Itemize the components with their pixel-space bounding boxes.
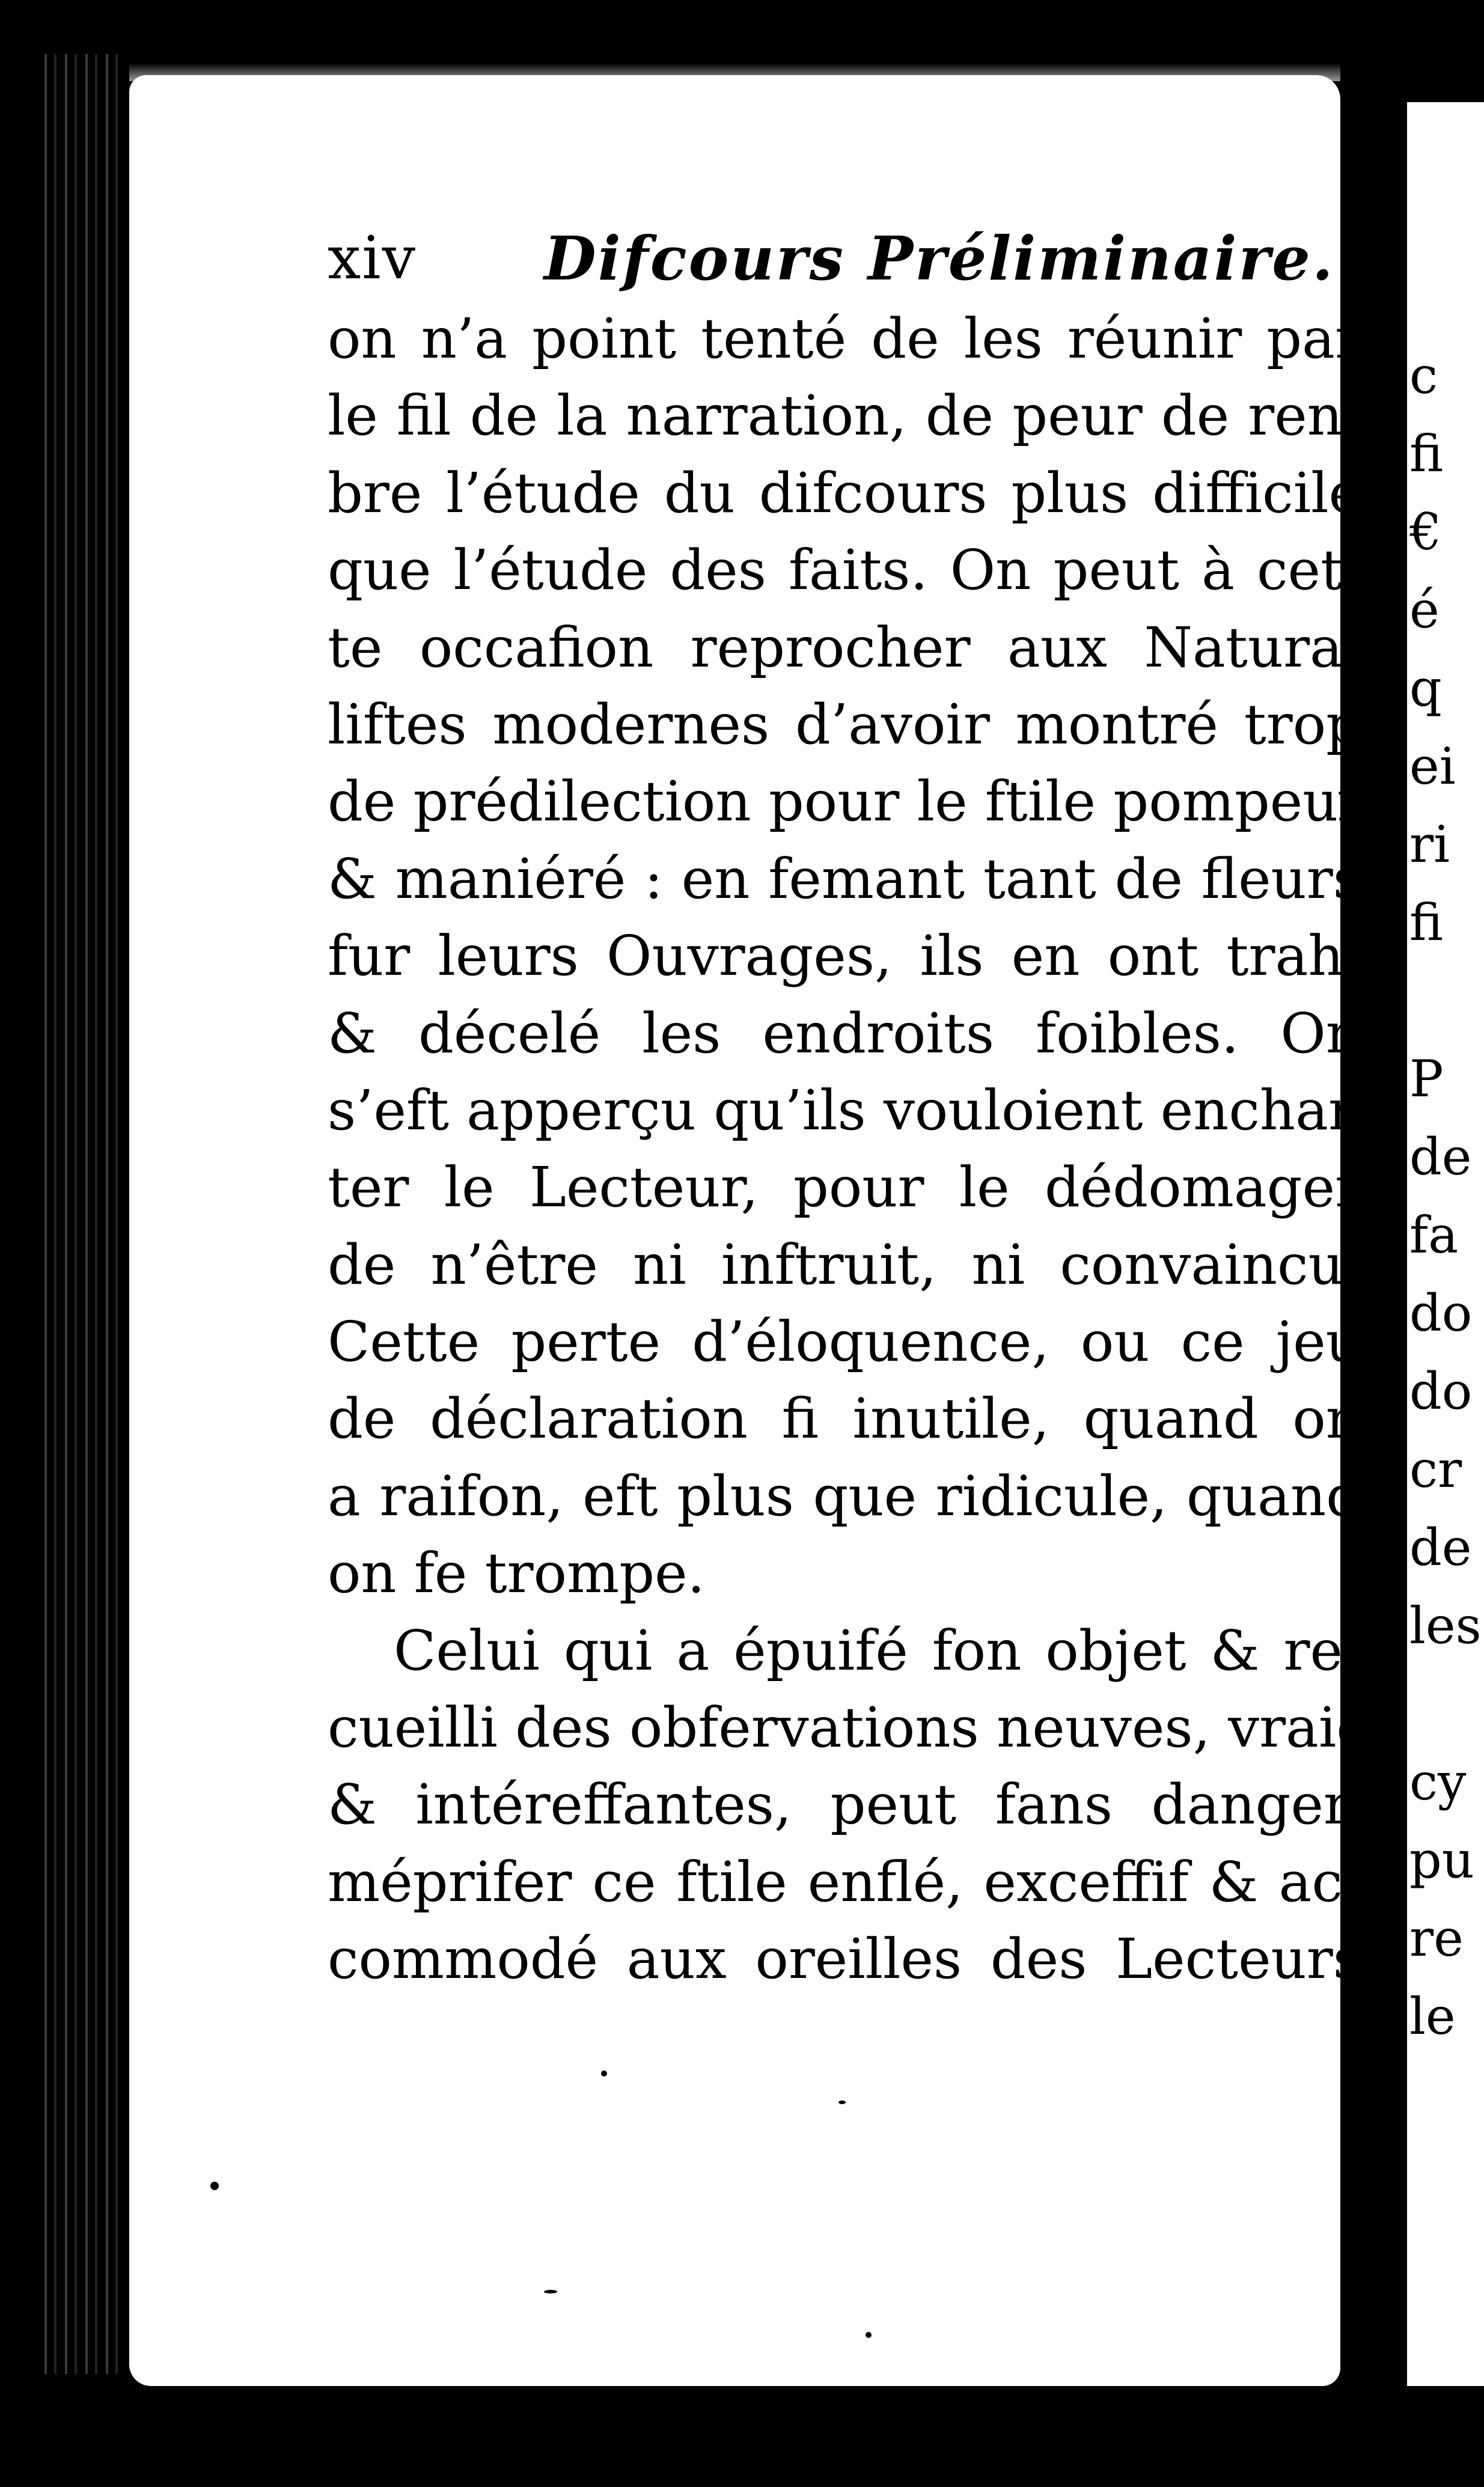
- facing-page-text: [1409, 337, 1484, 2055]
- facing-fragment: [1409, 962, 1484, 1040]
- facing-fragment: ei: [1409, 737, 1456, 796]
- facing-fragment: c: [1409, 346, 1438, 405]
- text-line: te occafion reprocher aux Natura-: [328, 615, 1361, 680]
- text-line: de n’être ni inftruit, ni convaincu.: [328, 1232, 1361, 1297]
- text-line: de prédilection pour le ftile pompeux: [328, 769, 1370, 834]
- facing-fragment: é: [1409, 581, 1440, 639]
- scan-speck: [866, 2332, 872, 2338]
- facing-fragment: les: [1409, 1596, 1482, 1655]
- text-line: bre l’étude du difcours plus difficile: [328, 460, 1361, 525]
- text-line: cueilli des obfervations neuves, vraies: [328, 1695, 1397, 1760]
- facing-fragment: P: [1409, 1049, 1444, 1108]
- scan-speck: [838, 2101, 846, 2104]
- text-line: & maniéré : en femant tant de fleurs: [328, 846, 1361, 911]
- facing-fragment: fi: [1409, 424, 1444, 483]
- book-binding: [36, 54, 126, 2374]
- facing-fragment: de: [1409, 1128, 1472, 1186]
- text-line: on fe trompe.: [328, 1541, 705, 1606]
- text-line: de déclaration fi inutile, quand on: [328, 1387, 1361, 1451]
- facing-fragment: do: [1409, 1284, 1473, 1343]
- body-text: [328, 301, 1397, 1998]
- running-head: [328, 216, 1361, 301]
- facing-fragment: le: [1409, 1987, 1456, 2046]
- page-number: xiv: [328, 224, 417, 293]
- text-line: ter le Lecteur, pour le dédomager: [328, 1155, 1361, 1220]
- facing-fragment: q: [1409, 659, 1442, 718]
- facing-fragment: [1409, 1665, 1484, 1743]
- scan-speck: [601, 2070, 607, 2077]
- text-line: on n’a point tenté de les réunir par: [328, 307, 1361, 371]
- facing-fragment: fa: [1409, 1206, 1459, 1265]
- scan-speck: [544, 2290, 557, 2293]
- text-line: & intéreffantes, peut fans danger,: [328, 1772, 1361, 1837]
- text-line: Celui qui a épuifé fon objet & re-: [394, 1618, 1361, 1683]
- text-line: que l’étude des faits. On peut à cet-: [328, 538, 1361, 603]
- facing-fragment: pu: [1409, 1831, 1474, 1890]
- facing-fragment: cy: [1409, 1753, 1467, 1811]
- facing-fragment: ri: [1409, 815, 1450, 874]
- text-line: méprifer ce ftile enflé, exceffif & ac-: [328, 1849, 1361, 1914]
- running-title: Difcours Préliminaire.: [544, 223, 1335, 294]
- text-line: le fil de la narration, de peur de ren-: [328, 383, 1361, 448]
- facing-fragment: de: [1409, 1518, 1472, 1577]
- text-line: & décelé les endroits foibles. On: [328, 1001, 1361, 1066]
- facing-fragment: re: [1409, 1909, 1464, 1968]
- scan-speck: [210, 2182, 219, 2190]
- text-line: a raifon, eft plus que ridicule, quand: [328, 1463, 1361, 1528]
- facing-fragment: €: [1409, 502, 1442, 561]
- facing-fragment: cr: [1409, 1440, 1462, 1499]
- text-line: liftes modernes d’avoir montré trop: [328, 692, 1361, 757]
- text-line: fur leurs Ouvrages, ils en ont trahi: [328, 924, 1361, 989]
- facing-fragment: do: [1409, 1362, 1473, 1421]
- text-line: commodé aux oreilles des Lecteurs: [328, 1927, 1361, 1992]
- text-line: Cette perte d’éloquence, ou ce jeu: [328, 1310, 1361, 1375]
- facing-fragment: fi: [1409, 893, 1444, 952]
- text-line: s’eft apperçu qu’ils vouloient enchan-: [328, 1078, 1383, 1143]
